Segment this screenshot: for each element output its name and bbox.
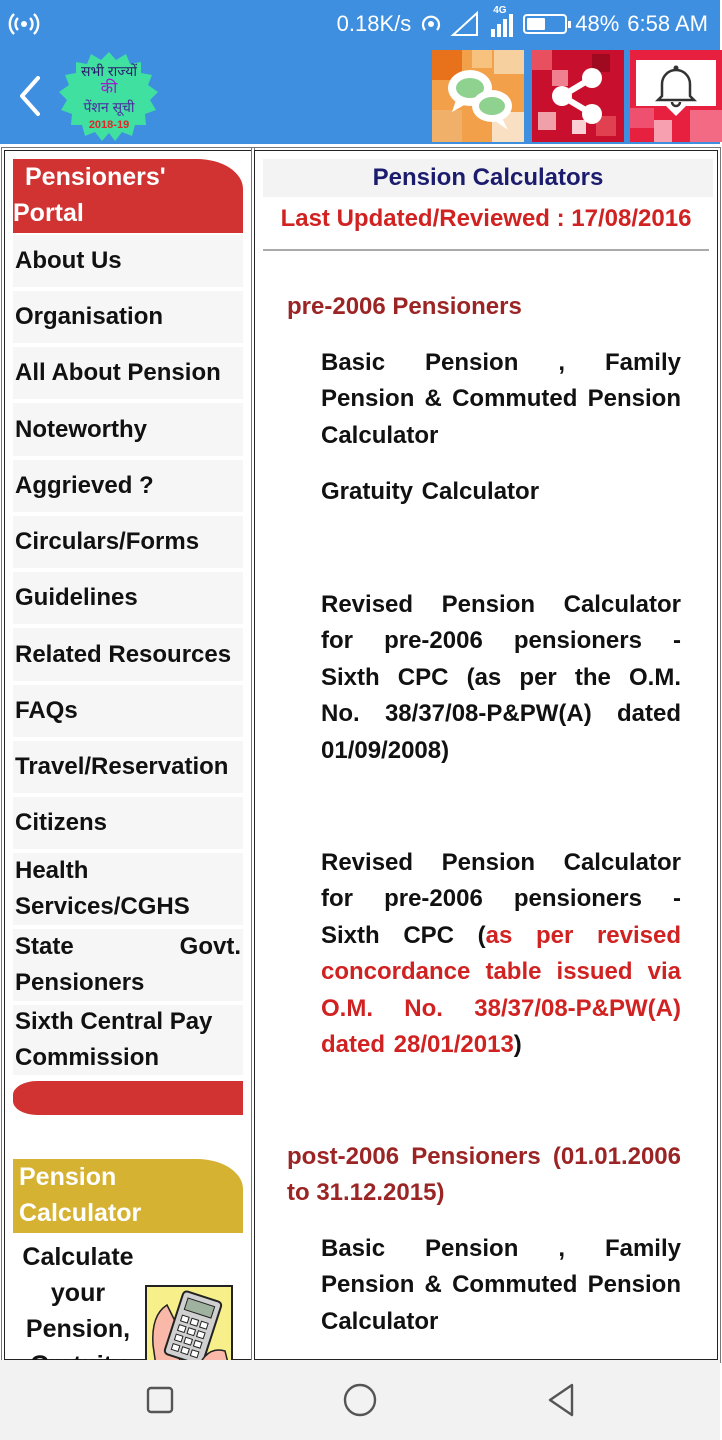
sidebar-item-aggrieved[interactable]: Aggrieved ? — [13, 460, 243, 516]
network-type: 4G — [493, 5, 507, 16]
sidebar-divider-bar — [13, 1081, 243, 1115]
sidebar-item-health-services[interactable]: Health Services/CGHS — [13, 853, 243, 929]
chat-bubbles-icon[interactable] — [432, 50, 524, 142]
pension-calculator-header: Pension Calculator — [13, 1159, 243, 1233]
main-panel — [254, 150, 718, 1360]
sidebar-item-guidelines[interactable]: Guidelines — [13, 572, 243, 628]
page-title: Pension Calculators — [263, 159, 713, 197]
sidebar-item-noteworthy[interactable]: Noteworthy — [13, 403, 243, 460]
sidebar-menu — [13, 235, 243, 1079]
pension-calculator-text[interactable]: Calculate your Pension, — [22, 1243, 134, 1343]
sidebar-item-organisation[interactable]: Organisation — [13, 291, 243, 347]
sidebar-item-circulars-forms[interactable]: Circulars/Forms — [13, 516, 243, 572]
calculator-link-basic-pension[interactable]: Basic Pension , Family Pension & Commuted Pension Calculator — [321, 349, 681, 449]
portal-header: Pensioners' Portal — [13, 159, 243, 233]
sidebar-item-state-govt-pensioners[interactable]: State Govt. Pensioners — [13, 929, 243, 1005]
sidebar-item-citizens[interactable]: Citizens — [13, 797, 243, 853]
app-bar — [0, 48, 720, 144]
battery-level: 48% — [575, 11, 620, 36]
data-signal-icon — [489, 9, 515, 39]
badge-text: सभी राज्यों की पेंशन सूची 2018-19 — [81, 63, 137, 131]
web-content — [0, 144, 720, 1360]
status-bar — [0, 0, 720, 48]
calculator-link-revised-pension-2013[interactable]: Revised Pension Calculator for pre-2006 pensioners - Sixth CPC (as per revised concordance table issued via O.M. No. 38/37/08-P&PW(A) dated 28/01/2013) — [321, 849, 681, 1059]
recents-icon[interactable] — [146, 1386, 174, 1414]
sidebar-item-faqs[interactable]: FAQs — [13, 685, 243, 741]
home-icon[interactable] — [342, 1382, 378, 1418]
calculator-link-gratuity[interactable]: Gratuity Calculator — [321, 478, 540, 505]
sidebar-item-related-resources[interactable]: Related Resources — [13, 628, 243, 685]
section-heading-post-2006: post-2006 Pensioners (01.01.2006 to 31.12.2015) — [287, 1143, 681, 1206]
sidebar-item-travel-reservation[interactable]: Travel/Reservation — [13, 741, 243, 797]
sidebar-item-all-about-pension[interactable]: All About Pension — [13, 347, 243, 403]
bell-icon[interactable] — [630, 50, 722, 142]
back-icon[interactable] — [546, 1382, 576, 1418]
section-heading-pre-2006: pre-2006 Pensioners — [287, 293, 522, 320]
network-speed: 0.18K/s — [336, 11, 412, 36]
last-updated: Last Updated/Reviewed : 17/08/2016 — [280, 205, 692, 232]
sidebar-item-sixth-cpc[interactable]: Sixth Central Pay Commission — [13, 1005, 243, 1079]
calculator-link-basic-pension-post-2006[interactable]: Basic Pension , Family Pension & Commuted Pension Calculator — [321, 1235, 681, 1335]
chevron-left-icon[interactable] — [14, 74, 44, 118]
wireless-signal-icon — [10, 10, 38, 38]
divider — [263, 249, 709, 251]
sidebar — [4, 150, 252, 1360]
share-icon[interactable] — [532, 50, 624, 142]
clock: 6:58 AM — [627, 11, 708, 36]
sidebar-item-about-us[interactable]: About Us — [13, 235, 243, 291]
navigation-bar — [0, 1360, 720, 1440]
hotspot-icon — [419, 12, 443, 36]
signal-icon — [451, 11, 481, 37]
calculator-link-revised-pension-2008[interactable]: Revised Pension Calculator for pre-2006 pensioners - Sixth CPC (as per the O.M. No. 38/37/08-P&PW(A) dated 01/09/2008) — [321, 591, 681, 764]
battery-icon — [523, 14, 567, 34]
